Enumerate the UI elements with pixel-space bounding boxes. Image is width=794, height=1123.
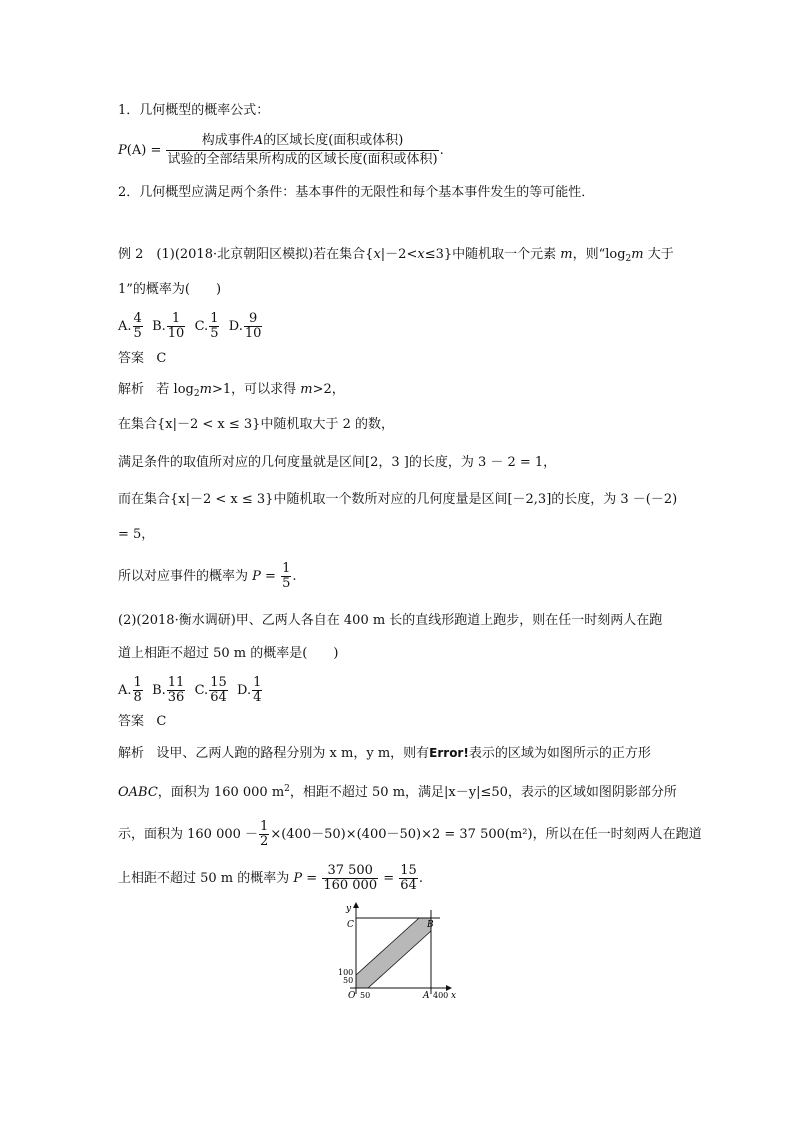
ex2-analysis-2: OABC，面积为 160 000 $m^2$，相距不超过 50 m，满足|x－y|≤50，表示的区域如图阴影部分所 (118, 784, 677, 800)
origin-label: O (348, 991, 356, 1001)
ex2-answer: 答案 C (118, 714, 167, 729)
formula-numerator: 构成事件A的区域长度(面积或体积) (166, 132, 438, 151)
ex2-analysis-1: 解析 设甲、乙两人跑的路程分别为 x m，y m，则有Error!表示的区域为如图所示的正方形 (118, 746, 651, 761)
ex2-analysis-4: 上相距不超过 50 m 的概率为 P = $\frac{37 500}{160 000}$ = $\frac{15}{64}$ . (118, 863, 423, 893)
ex2-question-line1: (2)(2018·衡水调研)甲、乙两人各自在 400 m 长的直线形跑道上跑步，则在任一时刻两人在跑 (118, 613, 663, 628)
ex1-question-line2: 1”的概率为( ) (118, 282, 222, 297)
formula-P: P (118, 143, 127, 158)
ex1-analysis-3: 满足条件的取值所对应的几何度量就是区间[2，3 ]的长度，为 3 － 2 = 1， (118, 455, 557, 470)
square-region-figure (330, 900, 470, 1005)
point-1: 1．几何概型的概率公式： (118, 103, 270, 118)
ex1-analysis-1: 解析 若 $\log_2m>1$，可以求得 m>2， (118, 382, 345, 399)
probability-formula: P(A) = $\frac{\text{构成事件A的区域长度(面积或体积)}}{\text{试验的全部结果所构成的区域长度(面积或体积)}}$ . (118, 133, 444, 167)
formula-fraction (166, 132, 438, 169)
ex2-options: A. $\frac{1}{8}$ B. $\frac{11}{36}$ C. $\frac{15}{64}$ D. $\frac{1}{4}$ (118, 675, 262, 705)
tick-100-label: 100 (338, 968, 354, 977)
ex1-question-line1: 例 2 (1)(2018·北京朝阳区模拟)若在集合{x|－2<x≤3}中随机取一个元素 m，则“$\log_2m$ 大于 (118, 247, 674, 264)
point-A-label: A (423, 991, 430, 1001)
ex1-answer: 答案 C (118, 351, 167, 366)
point-2: 2．几何概型应满足两个条件：基本事件的无限性和每个基本事件发生的等可能性． (118, 185, 595, 200)
formula-eq: = (150, 143, 162, 158)
ex1-analysis-5: = 5， (118, 527, 155, 542)
formula-A: (A) (126, 143, 147, 158)
ex1-analysis-2: 在集合{x|－2 < x ≤ 3}中随机取大于 2 的数， (118, 417, 394, 432)
shaded-band (356, 918, 431, 988)
tick-50-x-label: 50 (360, 991, 371, 1000)
formula-denominator: 试验的全部结果所构成的区域长度(面积或体积) (167, 152, 438, 167)
y-axis-arrow (353, 902, 359, 908)
point-C-label: C (347, 920, 354, 930)
tick-400-label: 400 (433, 991, 449, 1000)
point-B-label: B (427, 920, 434, 930)
ex1-analysis-4: 而在集合{x|－2 < x ≤ 3}中随机取一个数所对应的几何度量是区间[－2,3]的长度，为 3 －(－2) (118, 492, 678, 507)
ex2-analysis-3: 示，面积为 160 000 － $\frac{1}{2}$ ×(400－50)×(400－50)×2 = 37 500(m²)，所以在任一时刻两人在跑道 (118, 819, 702, 849)
x-axis-label: x (451, 991, 457, 1001)
tick-50-y-label: 50 (343, 976, 354, 985)
y-axis-label: y (346, 904, 352, 914)
ex2-question-line2: 道上相距不超过 50 m 的概率是( ) (118, 646, 339, 661)
ex1-options: A. $\frac{4}{5}$ B. $\frac{1}{10}$ C. $\frac{1}{5}$ D. $\frac{9}{10}$ (118, 311, 262, 341)
ex1-analysis-6: 所以对应事件的概率为 P = $\frac{1}{5}$ . (118, 561, 297, 591)
